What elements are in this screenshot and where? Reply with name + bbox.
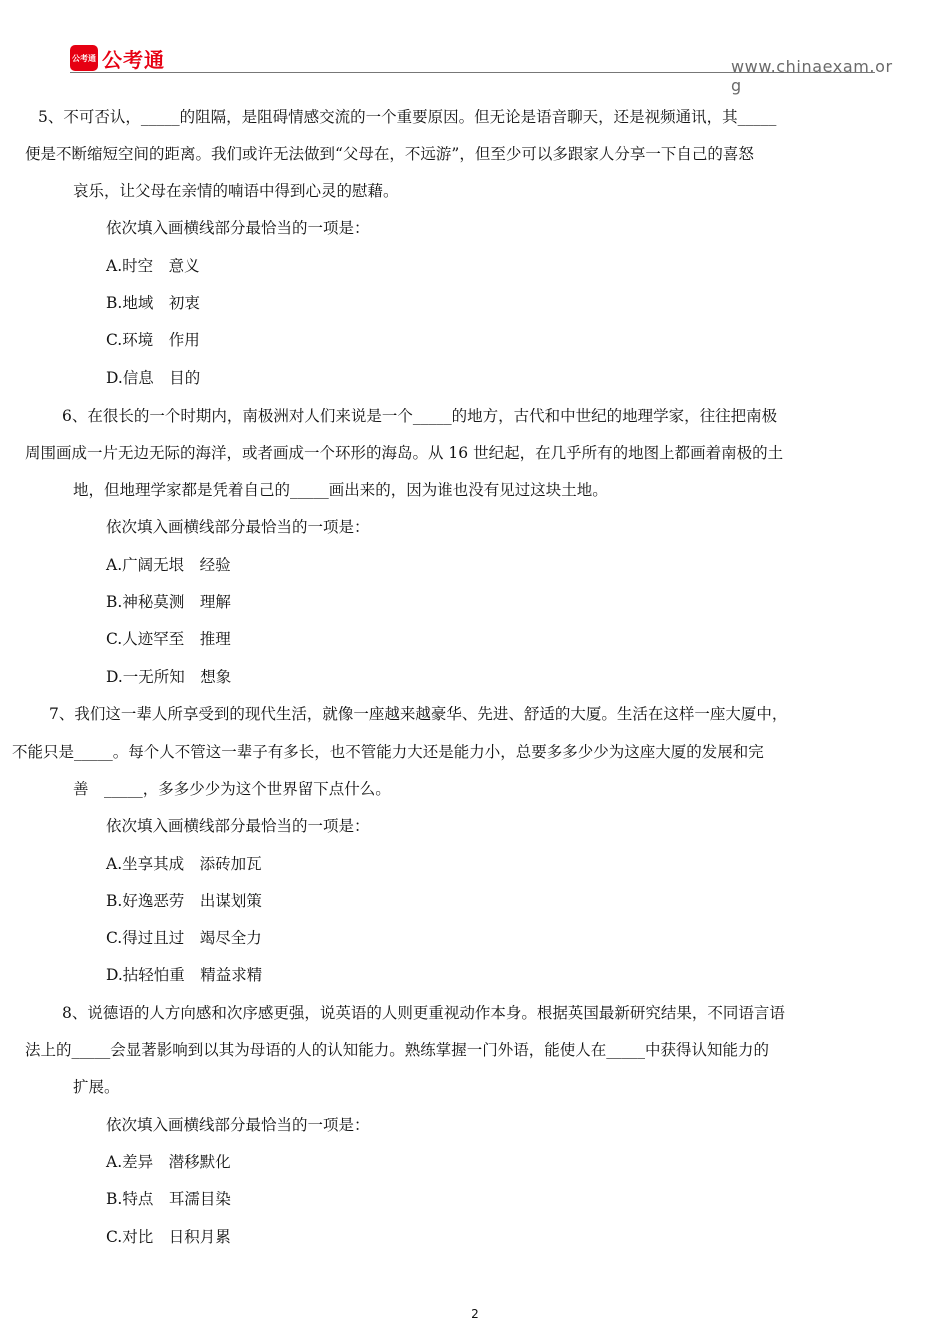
option-a: A.差异 潜移默化	[106, 1153, 231, 1171]
question-text-line: 善 _____，多多少少为这个世界留下点什么。	[73, 780, 391, 798]
option-c: C.人迹罕至 推理	[106, 630, 231, 648]
option-d: D.拈轻怕重 精益求精	[106, 966, 263, 984]
question-text-line: 扩展。	[73, 1078, 120, 1096]
question-text-line: 便是不断缩短空间的距离。我们或许无法做到“父母在，不远游”，但至少可以多跟家人分享一下自己的喜怒	[25, 145, 754, 163]
question-text-line: 哀乐，让父母在亲情的喃语中得到心灵的慰藉。	[73, 182, 399, 200]
question-text-line: 地，但地理学家都是凭着自己的_____画出来的，因为谁也没有见过这块土地。	[73, 481, 608, 499]
question-text-line: 7、我们这一辈人所享受到的现代生活，就像一座越来越豪华、先进、舒适的大厦。生活在这样一座大厦中，	[49, 705, 788, 723]
question-text-line: 周围画成一片无边无际的海洋，或者画成一个环形的海岛。从 16 世纪起，在几乎所有的地图上都画着南极的土	[25, 444, 784, 462]
question-prompt: 依次填入画横线部分最恰当的一项是：	[106, 1116, 370, 1134]
option-c: C.环境 作用	[106, 331, 200, 349]
question-text-line: 5、不可否认，_____的阻隔，是阻碍情感交流的一个重要原因。但无论是语音聊天，还是视频通讯，其_____	[38, 108, 777, 126]
logo-badge: 公考通	[70, 45, 98, 71]
question-text-line: 6、在很长的一个时期内，南极洲对人们来说是一个_____的地方，古代和中世纪的地理学家，往往把南极	[62, 407, 778, 425]
option-b: B.好逸恶劳 出谋划策	[106, 892, 262, 910]
option-b: B.特点 耳濡目染	[106, 1190, 231, 1208]
question-prompt: 依次填入画横线部分最恰当的一项是：	[106, 817, 370, 835]
option-b: B.地域 初衷	[106, 294, 200, 312]
option-c: C.得过且过 竭尽全力	[106, 929, 262, 947]
site-url: www.chinaexam.org	[731, 57, 893, 95]
question-text-line: 法上的_____会显著影响到以其为母语的人的认知能力。熟练掌握一门外语，能使人在_____中获得认知能力的	[25, 1041, 770, 1059]
question-text-line: 不能只是_____。每个人不管这一辈子有多长，也不管能力大还是能力小，总要多多少少为这座大厦的发展和完	[12, 743, 764, 761]
page-number: 2	[471, 1307, 479, 1321]
option-c: C.对比 日积月累	[106, 1228, 231, 1246]
page-header	[0, 0, 950, 95]
option-b: B.神秘莫测 理解	[106, 593, 231, 611]
question-prompt: 依次填入画横线部分最恰当的一项是：	[106, 219, 370, 237]
option-d: D.信息 目的	[106, 369, 201, 387]
question-text-line: 8、说德语的人方向感和次序感更强，说英语的人则更重视动作本身。根据英国最新研究结果，不同语言语	[62, 1004, 785, 1022]
option-a: A.坐享其成 添砖加瓦	[106, 855, 262, 873]
option-d: D.一无所知 想象	[106, 668, 232, 686]
option-a: A.广阔无垠 经验	[106, 556, 231, 574]
question-prompt: 依次填入画横线部分最恰当的一项是：	[106, 518, 370, 536]
logo	[70, 45, 165, 71]
logo-text: 公考通	[102, 47, 165, 72]
option-a: A.时空 意义	[106, 257, 200, 275]
